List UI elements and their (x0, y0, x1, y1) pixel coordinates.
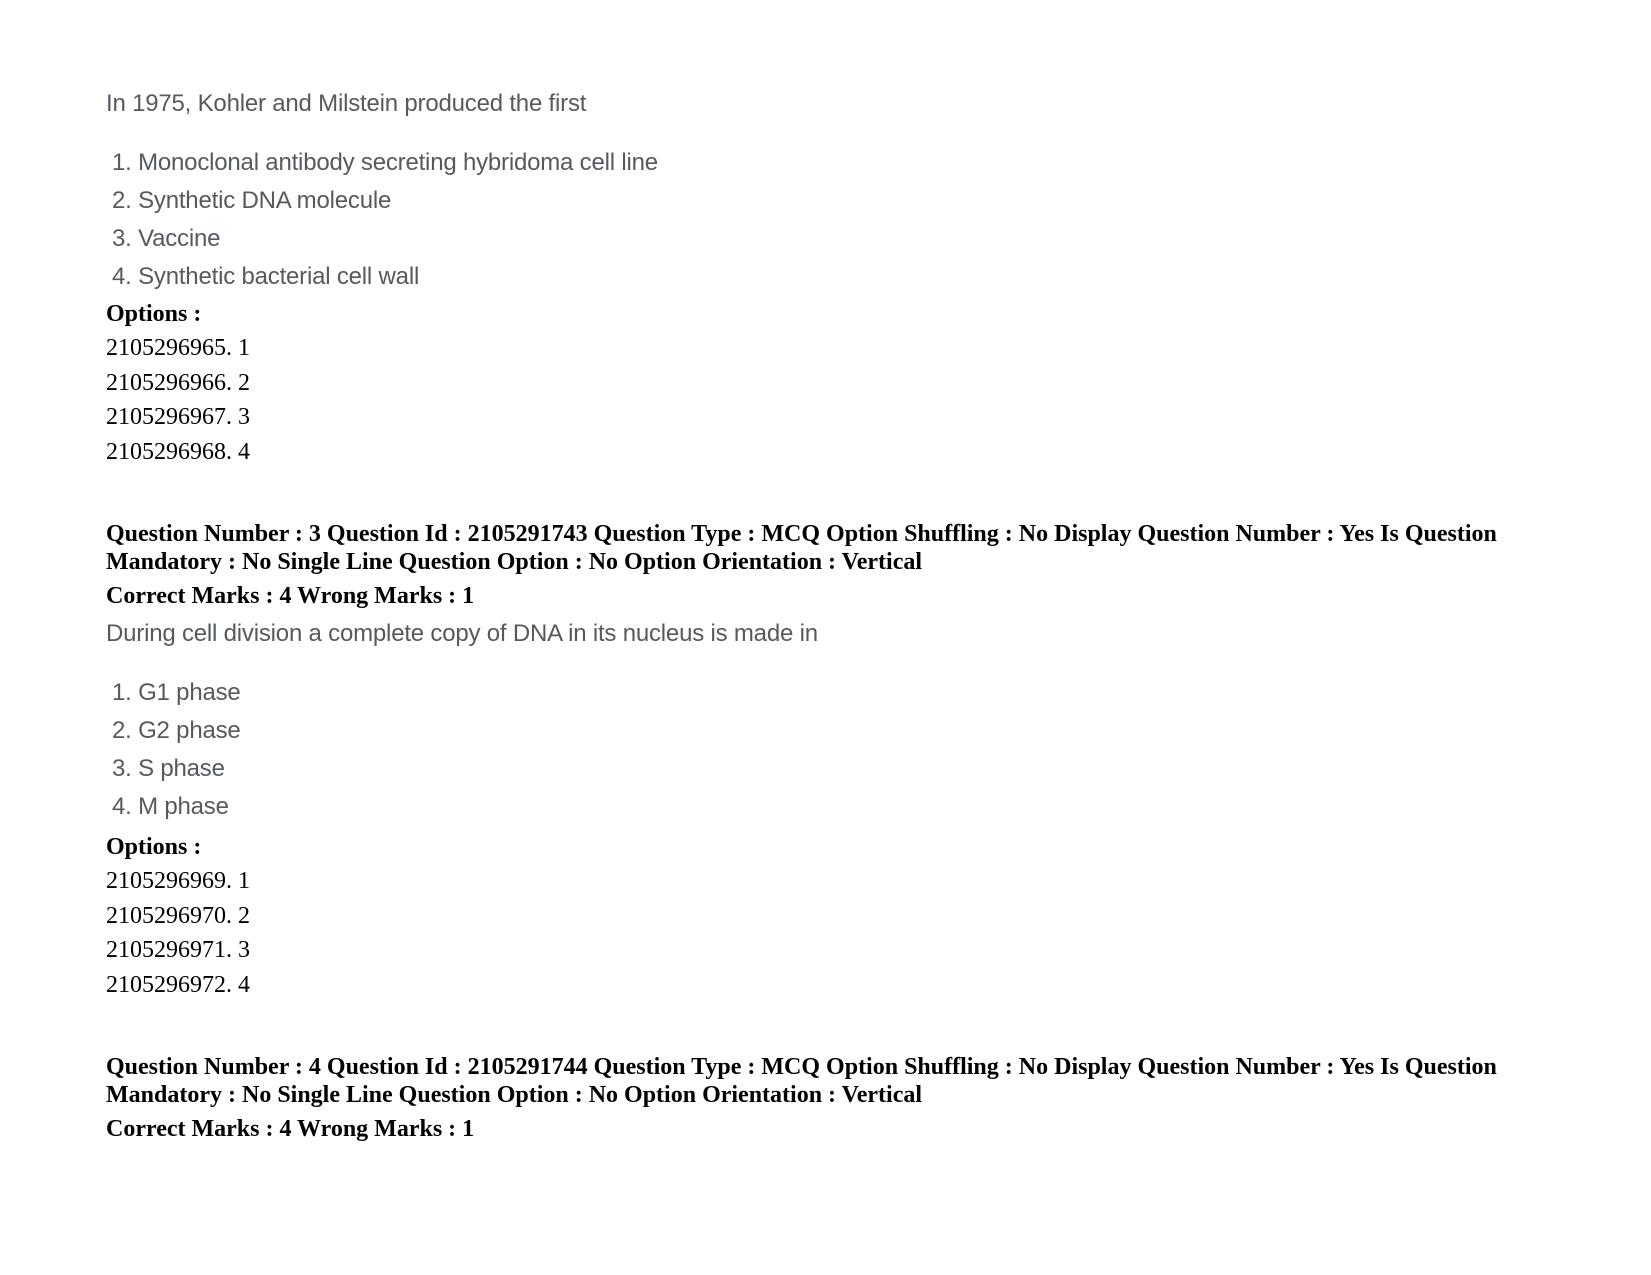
choice-item: 1. Monoclonal antibody secreting hybridoma cell line (112, 149, 658, 176)
choice-item: 2. Synthetic DNA molecule (112, 187, 392, 214)
options-section (106, 297, 1576, 469)
option-row: 2105296970. 2 (106, 902, 250, 929)
choice-item: 3. Vaccine (112, 225, 221, 252)
option-row: 2105296971. 3 (106, 937, 250, 963)
choice-item: 3. S phase (112, 755, 225, 782)
options-section (106, 830, 1576, 1002)
choice-item: 1. G1 phase (112, 679, 241, 706)
option-row: 2105296966. 2 (106, 369, 250, 396)
question-4 (106, 1053, 1576, 1143)
option-row: 2105296968. 4 (106, 438, 250, 465)
options-label: Options : (106, 834, 202, 860)
question-3 (106, 520, 1576, 831)
question-marks: Correct Marks : 4 Wrong Marks : 1 (106, 1116, 475, 1142)
question-marks: Correct Marks : 4 Wrong Marks : 1 (106, 583, 475, 609)
choice-item: 4. M phase (112, 793, 229, 820)
choice-item: 4. Synthetic bacterial cell wall (112, 263, 420, 290)
option-row: 2105296972. 4 (106, 971, 250, 998)
choice-list (106, 679, 1576, 831)
option-row: 2105296965. 1 (106, 335, 250, 361)
question-2 (106, 90, 1576, 301)
question-meta: Question Number : 4 Question Id : 2105291744 Question Type : MCQ Option Shuffling : No Display Question Number : Yes Is Question Mandatory : No Single Line Question Option : No Option Orientation : Vertical (106, 1054, 1497, 1108)
option-row: 2105296969. 1 (106, 868, 250, 894)
question-meta: Question Number : 3 Question Id : 2105291743 Question Type : MCQ Option Shuffling : No Display Question Number : Yes Is Question Mandatory : No Single Line Question Option : No Option Orientation : Vertical (106, 521, 1497, 575)
choice-list (106, 149, 1576, 301)
choice-item: 2. G2 phase (112, 717, 241, 744)
option-row: 2105296967. 3 (106, 404, 250, 430)
options-label: Options : (106, 301, 202, 327)
question-stem: During cell division a complete copy of DNA in its nucleus is made in (106, 620, 818, 647)
question-stem: In 1975, Kohler and Milstein produced the first (106, 90, 587, 117)
